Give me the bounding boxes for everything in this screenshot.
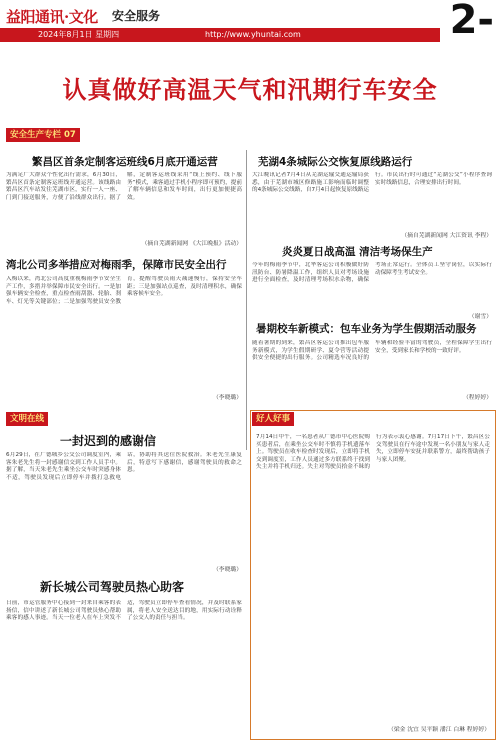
article-credit: （摘自芜湖新闻网 大江资讯 李程）: [401, 233, 492, 239]
column-divider: [246, 150, 247, 450]
article-title[interactable]: 繁昌区首条定制客运班线6月底开通运营: [32, 156, 218, 168]
article-body: 今年的梅雨季节中，北华客运公司积极做好防汛防台、防暑降温工作，组织人员对考场设施进行全面检查，及时清理考场积水杂物，确保考场正常运行。全体员工坚守岗位，以实际行动保障考生考试安全。: [252, 262, 492, 284]
dateline-bar: [0, 28, 440, 42]
article-body: 7月14日中午，一名患者从广德市中心医院购买患者后，在乘坐公交车时不慎将手机遗落车上。驾驶员在收车检查时发现后，立即将手机交到调度室，工作人员通过多方联系终于找到失主并将手机归还。失主对驾驶员拾金不昧的行为表示衷心感谢。7月17日下午，繁昌区公交驾驶员在行车途中发现一名小朋友与家人走失，立即停车安抚并联系警方，最终帮助孩子与家人团聚。: [256, 434, 490, 471]
article-body: 入梅以来，湾北公司高度重视梅雨季节安全生产工作，多措并举保障市民安全出行。一是加强车辆安全检查，重点检查雨刮器、轮胎、刹车、灯光等关键部位；二是加强驾驶员安全教育，提醒驾驶员雨天减速慢行，保持安全车距；三是加强站点巡查，及时清理积水，确保乘客候车安全。: [6, 276, 242, 305]
article-title[interactable]: 湾北公司多举措应对梅雨季，保障市民安全出行: [6, 259, 227, 271]
paper-name: 益阳通讯·文化: [6, 8, 98, 26]
page-number: 2-: [449, 0, 494, 43]
good-people-tag: 好人好事: [252, 412, 294, 426]
main-headline: 认真做好高温天气和汛期行车安全: [62, 76, 438, 104]
website-url[interactable]: http://www.yhuntai.com: [205, 30, 301, 39]
article-title[interactable]: 炎炎夏日战高温 清洁考场保生产: [282, 246, 433, 258]
issue-date: 2024年8月1日 星期四: [38, 30, 120, 39]
article-title[interactable]: 一封迟到的感谢信: [60, 434, 157, 448]
article-title[interactable]: 新长城公司驾驶员热心助客: [40, 580, 185, 594]
safety-column-tag: 安全生产专栏 07: [6, 128, 80, 142]
article-body: 大江晚讯记者7月4日从芜湖运输交通运输局获悉，由于芜湖市城区修路施工影响而临时调整的4条城际公交线路，自7月4日起恢复原线路运行。市民出行时可通过“芜湖公交”小程序查询实时线路信息，合理安排出行时间。: [252, 172, 492, 194]
article-body: 随着暑期的到来，繁昌区客运公司推出包车服务新模式，为学生假期研学、夏令营等活动提供安全便捷的出行服务。公司精选车况良好的车辆和经验丰富的驾驶员，全程保障学生出行安全，受到家长和学校的一致好评。: [252, 340, 492, 362]
article-credit: （李晓璐）: [213, 395, 242, 401]
article-body: 6月29日，在广德城乡公交公司调度室内，乘客朱老先生将一封感谢信交到工作人员手中。据了解，当天朱老先生乘坐公交车时突感身体不适，驾驶员发现后立即停车并拨打急救电话，协助将其送往医院救治。朱老先生康复后，特意写下感谢信，感谢驾驶员的救命之恩。: [6, 452, 242, 481]
article-credit: （李晓璐）: [213, 567, 242, 573]
article-credit: （谢雪）: [468, 314, 492, 320]
article-credit: （梁金 沈宜 吴平颖 潘江 白琳 程婷婷）: [388, 727, 490, 733]
article-title[interactable]: 芜湖4条城际公交恢复原线路运行: [258, 156, 413, 168]
article-credit: （程婷婷）: [463, 395, 492, 401]
section-name: 安全服务: [112, 9, 161, 23]
article-credit: （摘自芜湖新闻网 《大江晚报》活动）: [141, 241, 242, 247]
article-body: 为满足广大群众个性化出行需求，6月30日，繁昌区首条定制客运班线开通运营。该线路由繁昌区汽车站发往芜湖市区，实行一人一座、门到门接送服务，方便了沿线群众出行。据了解，定制客运班线采用“线上预约、线下服务”模式，乘客通过手机小程序即可预约，提前了解车辆信息和发车时间，出行更加便捷高效。: [6, 172, 242, 201]
article-body: 日前，市运管服务中心接到一封来自乘客的表扬信，信中讲述了新长城公司驾驶员热心帮助乘客的感人事迹。当天一位老人在车上突发不适，驾驶员立即停车查看情况，并及时联系家属，将老人安全送达目的地，用实际行动诠释了公交人的责任与担当。: [6, 600, 242, 622]
article-title[interactable]: 暑期校车新模式：包车业务为学生假期活动服务: [256, 323, 477, 335]
culture-column-tag: 文明在线: [6, 412, 48, 426]
